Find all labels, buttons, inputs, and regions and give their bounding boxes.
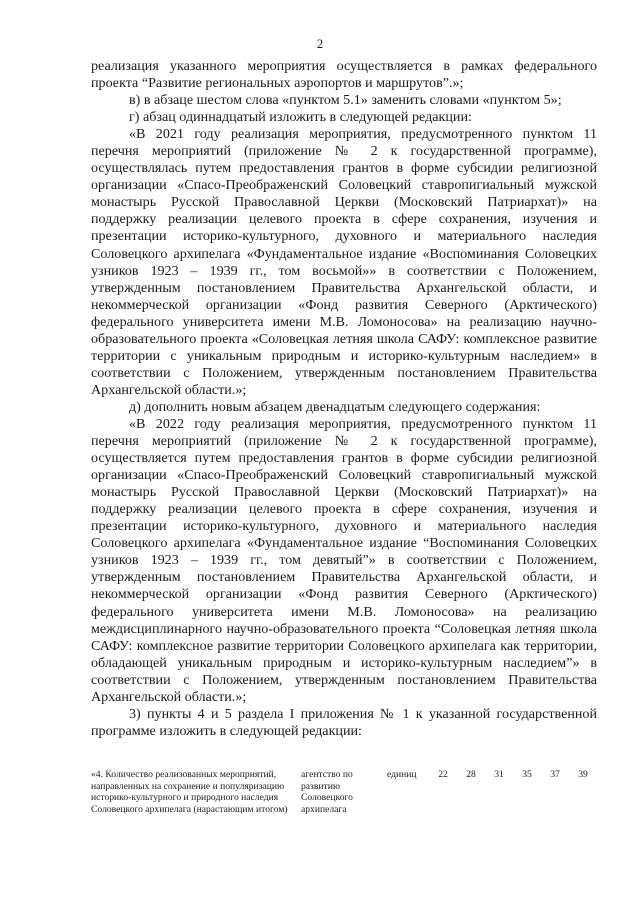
paragraph: «В 2022 году реализация мероприятия, предусмотренного пунктом 11 перечня мероприятий (приложение № 2 к государственной программе), осуществляется путем предоставления грантов в форме субсидии религиозной организации «Спасо-Преображенский Соловецкий ставропигиальный мужской монастырь Русской Православной Церкви (Московский Патриархат)» на поддержку реализации целевого проекта в сфере сохранения, изучения и презентации историко-культурного, духовного и материального наследия Соловецкого архипелага «Фундаментальное издание “Воспоминания Соловецких узников 1923 – 1939 гг., том девятый”» в соответствии с Положением, утвержденным постановлением Правительства Архангельской области, и некоммерческой организации «Фонд развития Северного (Арктического) федерального университета имени М.В. Ломоносова» на реализацию междисциплинарного научно-образовательного проекта “Соловецкая летняя школа САФУ: комплексное развитие территории Соловецкого архипелага как территории, обладающей уникальным природным и историко-культурным наследием”» в соответствии с Положением, утвержденным постановлением Правительства Архангельской области.»; (91, 415, 597, 705)
paragraph: г) абзац одиннадцатый изложить в следующей редакции: (129, 109, 472, 126)
value-cell: 37 (550, 769, 560, 780)
table-row (91, 769, 597, 815)
paragraph: 3) пункты 4 и 5 раздела I приложения № 1 к указанной государственной программе изложить в следующей редакции: (91, 705, 597, 739)
responsible-cell: агентство по развитию Соловецкого архипелага (301, 769, 353, 815)
paragraph: д) дополнить новым абзацем двенадцатым следующего содержания: (129, 398, 541, 415)
value-cell: 28 (466, 769, 476, 780)
indicators-table (91, 769, 597, 815)
unit-cell: единиц (387, 769, 417, 780)
value-cell: 39 (578, 769, 588, 780)
paragraph: «В 2021 году реализация мероприятия, предусмотренного пунктом 11 перечня мероприятий (приложение № 2 к государственной программе), осуществлялась путем предоставления грантов в форме субсидии религиозной организации «Спасо-Преображенский Соловецкий ставропигиальный мужской монастырь Русской Православной Церкви (Московский Патриархат)» на поддержку реализации целевого проекта в сфере сохранения, изучения и презентации историко-культурного, духовного и материального наследия Соловецкого архипелага «Фундаментальное издание «Воспоминания Соловецких узников 1923 – 1939 гг., том восьмой»» в соответствии с Положением, утвержденным постановлением Правительства Архангельской области, и некоммерческой организации «Фонд развития Северного (Арктического) федерального университета имени М.В. Ломоносова» на реализацию научно-образовательного проекта «Соловецкая летняя школа САФУ: комплексное развитие территории с уникальным природным и историко-культурным наследием» в соответствии с Положением, утвержденным постановлением Правительства Архангельской области.»; (91, 126, 597, 398)
value-cell: 22 (438, 769, 448, 780)
value-cell: 31 (494, 769, 504, 780)
paragraph: реализация указанного мероприятия осуществляется в рамках федерального проекта “Развитие региональных аэропортов и маршрутов”.»; (91, 58, 597, 92)
paragraph: в) в абзаце шестом слова «пунктом 5.1» заменить словами «пунктом 5»; (129, 92, 562, 109)
indicator-name-cell: «4. Количество реализованных мероприятий, направленных на сохранение и популяризацию историко-культурного и природного наследия Соловецкого архипелага (нарастающим итогом) (91, 769, 288, 815)
value-cell: 35 (522, 769, 532, 780)
page-number: 2 (316, 36, 324, 51)
document-body (91, 58, 597, 740)
